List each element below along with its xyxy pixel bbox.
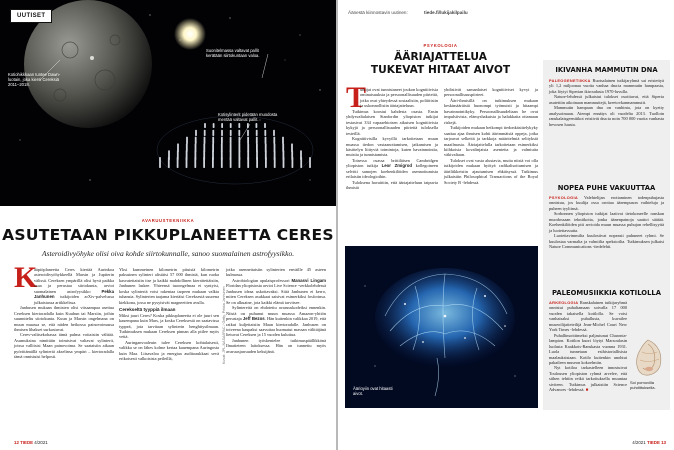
right-col1-p2: Tutkimus koostui kahdesta osasta. Ensin yhdysvaltalaisen Stanfordin yliopiston tutkijat testasivat 334 vapaaehtoisen aikuisen kognitiivisia kykyjä ja persoonallisuuden piirteitä tuloksella testeillä. [346, 108, 438, 136]
caption-mirrors: Suonitelmassa valtavat pallit kerätään siirtokuntaan valoa. [206, 48, 260, 58]
right-col2-p2: Ääri-ihmisillä on tutkimuksen mukaan keskimääräistä huonompi työmuisti ja hitaampi havainnointikyky. Persoonallisuudeltaan he ovat impulsiivisia, elämyshakuisia ja halukkaita ottamaan riskejä. [444, 97, 538, 125]
brain-caption: Äärioyiin ovat hitaasti aivot. [353, 386, 393, 396]
left-page-number: 12 [14, 440, 19, 445]
right-col2-p3: Tutkijoiden mukaan heikompi tiedonkäsittelykyky saattaa ajaa ihmisen kohti äärimmäisiä oppeja, jotka tarjoavat selkeitä ja tarkkoja määritelmiä selityksiä maailmasta. Ääriajattelulla tarkoitetaan esimerkiksi kiihkoisia kovalinjaisia asenteita ja valmiutta väkivaltaan. [444, 125, 538, 158]
right-col2-p1: yhdistivät samanlaiset kognitiiviset kyvyt ja persoonallisuuspiirteet. [444, 87, 538, 98]
right-footer [632, 440, 666, 445]
ceres-space-illustration [0, 0, 336, 206]
caption-dawn: Kotiohikkkaan tuntee Dawn-luotain, joka kiersi Cereksiä 2011–2018. [8, 72, 61, 87]
sidebar-story3-kicker: ARKEOLOGIA [549, 300, 579, 305]
right-col1-p4: Toisessa osassa brittiläisen Cambridgen yliopiston tutkija Leor Zmigrod kollegoineen selvitti samojen koehenkilöiden asennoitumista erilaisiin ideologioihin. [346, 157, 438, 180]
left-col3-p3: Sylintereitä on ehdotettu avaruuskodeiksi ennenkin. Niistä on puhunut muun muassa Amazon-yhtiön perustaja Jeff Bezos. Hän kuitenkin valikkaa 2019, että ratkut kuljettaisiin Maan kiertoradalle. Janhusen on toiveena kaupaksi saavuttaa huomatut massan välittäjänä lietuvat Cereksen ja 15 vuoden kuluttua. [226, 305, 327, 338]
shell-caption: Soi pornovilla puhdittuksella. [630, 380, 656, 390]
left-col2-p2: Miksi juuri Ceres? Koska pikkuplaneetta ei ole juuri sen kauempana kuin Mars, ja koska Cereksestä on saatavissa typpeä, jota tarvitaan sylinterin henghitysilmaan. Tutkimuksen mukaan Cereksen pinnan alla piilee myös vettä. [119, 312, 219, 340]
left-footer [14, 440, 48, 445]
sidebar-story1-text: PALEOGENETIIKKA Ruotsalainen tutkijaryhmä sai eristettyä yli 1,2 miljoonaa vuotta vanhaa dna:ta mammutin hampaasta, joka löytyi Siperian ikiroudasta 1970-luvulla. Nature-lehdessä julkaistut tulokset osoittavat, että Siperia asutettiin aikoinaan mammuttejä, kreetovkanmammutit. Mammutin hampaan dna on vanhinta, jota on kyetty analysoimaan. Aiempi ennätys oli vuodelta 2013. Tuolloin ranskalaisgeenitikot eristivät dna:ta noin 700 000 vuotta vanhasta hevosen luusta. [549, 78, 664, 127]
left-kicker: AVARUUSTEKNIIKKA [141, 218, 195, 223]
sidebar-story1-headline: IKIVANHA MAMMUTIN DNA [555, 66, 658, 74]
left-magazine-name: TIEDE [20, 440, 34, 445]
right-column-1 [346, 87, 438, 191]
left-issue: 4/2021 [34, 440, 48, 445]
sidebar-story1-kicker: PALEOGENETIIKKA [549, 78, 591, 83]
left-deck: Asteroidivyöhyke olisi oiva kohde siirtokunnalle, sanoo suomalainen astrofyysikko. [41, 249, 295, 258]
sidebar-story2-headline: NOPEA PUHE VAKUUTTAA [557, 184, 656, 192]
photo-credit: Kuvat: JPL-NASA/IPAC / Getty, Pekka Janhunen [222, 286, 226, 364]
right-headline [338, 51, 543, 76]
sidebar-story3-headline: PALEOMUSIIKKIA KOTILOLLA [552, 289, 661, 297]
left-col2-p3: Auringanvoaleuin tulee Cereksen kohtalaisesti, valikka se on lähes kolme kertaa kauempana Auringosta kuin Maa. Liisavaloa ja energiaa auditoaukkaat sevä erikoisesti valkoisista peileillä, [119, 339, 219, 362]
left-col1-p3: Ceres-valitsekohassa tämä pulma voitaisiin välttää. Asumuksina nimittäin toimisivat valtavat sylinterit, joissa vallitsisi Maan painovoima. Se saataisiin aikaan pyörittämällä sylinteriä akselinsa ympäri – kiertoradalla tämä onnistuisi helposti. [14, 332, 114, 360]
right-col1-p5: Tuloksena havaittiin, että ääriajatteluun taipuvia ihmisiä [346, 179, 438, 191]
right-col1-p3: Kognitiivisilla kyvyillä tarkoitetaan muun muassa tiedon vastaanottamisen, jatkamisen ja käsittelyn liittyviä toimintoja, kuten havainnointia, muistia ja tunnistamista. [346, 136, 438, 158]
right-dropcap: T [346, 81, 367, 114]
left-column-3 [226, 267, 326, 354]
left-col1-lead: ääpiöplaneetta Ceres kiertää Aurinkoa asteroidivyöhykkeellä Marsin ja Jupiterin välissä. Cereksen ympärillä olisi hyvä paikka asua ja perustaa siirtokunta, arvioi suomalainen astrofyysikko Pekka Janhunen tutkijoiden arXiv-palvelussa julkaistussa artikkelissa. [34, 267, 114, 305]
left-page [0, 0, 336, 450]
caption-cylinders: Kotisylinterit pidetään muodosta mentää valtavat pallit. [218, 112, 278, 122]
section-tag: UUTISET [10, 9, 52, 23]
vote-prompt: Äänestä kiinnostavin uutinen: [348, 10, 408, 15]
sidebar-story2-kicker: PSYKOLOGIA [549, 195, 578, 200]
end-mark: ■ [585, 387, 589, 393]
left-column-1 [14, 267, 114, 360]
right-col2-p4: Tulokset ovat vasta alustavia, mutta niistä voi olla tutkijoiden mukaan hyötyä radikalisoitumisen ja ääriliikkeisiin ajautumisen ehkäisyssä. Tutkimus julkaistiin Philosophical Transactions of the Royal Society B -lehdessä. [444, 157, 538, 185]
left-col3-p2: Astrobiologian apulaisprofessori Manasvi Lingam Floridan yliopistosta arvioi Live Science -verkkolehdessä Janhusen ideaa uskottavaksi. Siitä Janhunen ei kerro, miten Cereksen asukkaat saisivat esimerkiksi fosforinsa. Se on alkuaine, jota kaikki elämä tarvitsee. [226, 277, 327, 305]
glowing-brain [345, 246, 538, 408]
right-headline-line2: TUKEVAT HITAAT AIVOT [370, 63, 511, 76]
left-col3-p1: jotka asennettaisiin sylinterien enväille 45 asteen kulmassa. [226, 267, 326, 278]
conch-shell-image [630, 338, 666, 378]
left-headline: ASUTETAAN PIKKUPLANEETTA CERES [2, 226, 334, 244]
sidebar-story3-text: ARKEOLOGIA Ranskalainen tutkijaryhmä onnistui puhaltamaan soivalla 17 000 vuoden takaisella kotilolla. Se voisi vanhaisaksi puhallusta, kuvailee museoilijatieteilijä Jean-Michel Court New York Times -lehdessä. Puhallinsoittimeksi paljastunut Charonia-lampion. Kotilon kuori löytyi Marsoulasin luolasta Kaakkois-Ranskasta vuonna 1931. Luola tunnetaan esihistoriallisista maalauksistaan. Kotilo kuitenkin unohtui pakaileen museon kokoelmiin. Nyt kotiloa tarkastelleen innostuivat Toulousen yliopiston ryhmä arvelee, että siihen tehtiin reikä tarkoituksella muuntaa siviteen. Tutkimus julkaistiin Science Advances -lehdessä. ■ [549, 300, 627, 393]
right-column-2 [444, 87, 538, 185]
right-kicker: PSYKOLOGIA [423, 43, 458, 48]
sidebar-story2-text: PSYKOLOGIA Valehtelijan erottaminen todenpuhujasta onnistuu, jos kuulija ossa orottaa äärempuson vaihteluja ja puheen tyyliinsä. Sorbonnen yliopiston tutkijat laativat tietokoneelle ranskan muodossaan tekniikoita, jonka äänenpainoja saattoi säätää. Koehenkilöiden piti arvioida muun muassa puhujan rehellisyyttä ja luotettavuutta. Luotettavimmilta kuulostivat nopeasti puhuneet ryhmi. Se kuulostaa varmalta ja valmiilta spekstoilta. Tutkimuksen julkaisi Nature Communications -tiedelehti. [549, 195, 664, 250]
left-col2-subhead: Cerekseltä tyyppiä ilmaan [119, 307, 176, 313]
right-issue: 4/2021 [632, 440, 646, 445]
left-col2-p1: Yksi kummeinen kilometrin pituisiä kilometrin paksuinen sylinteri alistäisi 57 000 ihmistä, kun ruoka kasvatettaisiin itse ja kaikki mahdollinen kierrätettäisiin, Janhunen laskee. Yhteensä tuoongelmaa ei syntyisi, koska sylinteriä voisi rakentaa tarpeen mukaan valkia tuhansia. Sylinterien taajama kiertäisi Cereksestä suurena kiekkona, jossa ne pysyisivät magneettien avulla. [119, 267, 219, 305]
brain-illustration [345, 246, 538, 408]
left-col3-p4: Janhunen työskentelee tutkimuspäällikkönä Ilmatieteen laitoksessa. Hän on tunnettu myös avaruusjarruuden keksijänä. [226, 337, 326, 354]
right-page-number: 13 [661, 440, 666, 445]
left-col1-p2: Janhusen mukaan ihmisten olisi viisaampaa asettua Cereksen kiertoradalla kuin Kuuhun tai Marsiin, joihin suunniteltu siirtokunta. Kuun ja Marsin ongelmana on muun muassa se, että niiden heikossa painovoimassa ihmisen lihakset surkastuvat. [14, 305, 114, 332]
left-dropcap: K [14, 261, 38, 294]
right-col1-lead: utkijat ovat tunnistaneet joukon kognitiivisia ominaisuuksia ja persoonallisuuden piirteitä, jotka ovat yhteydessä sosiaalisiin, poliittisiin ja uskonnollisiin ääriajatteluun. [360, 87, 438, 109]
right-page [338, 0, 674, 450]
vote-url[interactable]: tiede.fi/lukijakilpailu [424, 10, 468, 15]
right-magazine-name: TIEDE [646, 440, 660, 445]
left-column-2 [119, 267, 219, 362]
caption-leader-lines [0, 0, 336, 206]
right-headline-line1: ÄÄRIAJATTELUA [394, 51, 487, 63]
